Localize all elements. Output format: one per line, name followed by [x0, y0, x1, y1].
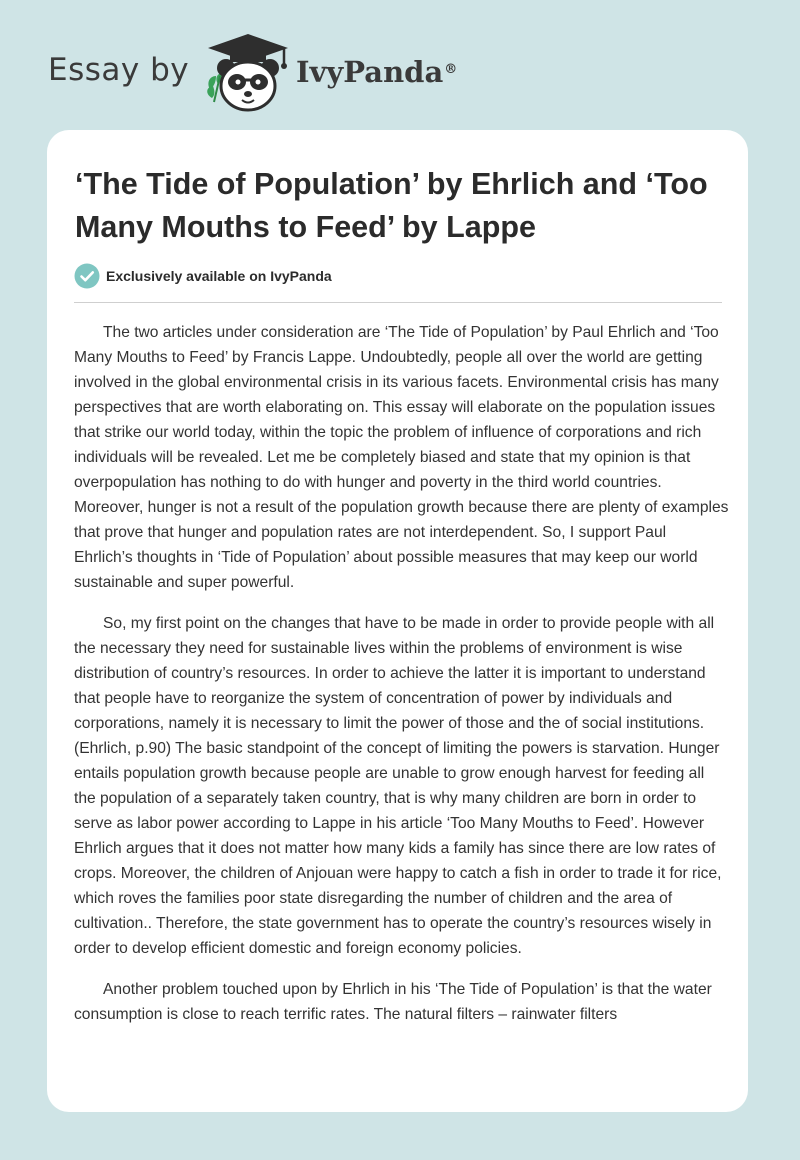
panda-graduate-icon[interactable] [200, 32, 296, 112]
trademark-symbol: ® [444, 62, 458, 77]
site-header [0, 0, 800, 130]
essay-paragraph: Another problem touched upon by Ehrlich in his ‘The Tide of Population’ is that the water consumption is close to reach terrific rates. The natural filters – rainwater filters [74, 981, 712, 1023]
exclusive-badge-text: Exclusively available on IvyPanda [106, 268, 332, 284]
brand-text: IvyPanda [296, 55, 444, 89]
brand-name[interactable] [296, 52, 457, 92]
essay-by-label: Essay by [48, 52, 190, 88]
essay-paragraph: So, my first point on the changes that have to be made in order to provide people with all the necessary they need for sustainable lives within the problems of environment is wise distribution of country’s resources. In order to achieve the latter it is important to understand that people have to reorganize the system of concentration of power by individuals and corporations, namely it is necessary to limit the power of those and the of social institutions. (Ehrlich, p.90) The basic standpoint of the concept of limiting the powers is starvation. Hunger entails population growth because people are unable to grow enough harvest for feeding all the population of a separately taken country, that is why many children are born in order to serve as labor power according to Lappe in his article ‘Too Many Mouths to Feed’. However Ehrlich argues that it does not matter how many kids a family has since there are low rates of crops. Moreover, the children of Anjouan were happy to catch a fish in order to trade it for rice, which roves the families poor state disregarding the number of children and the area of cultivation.. Therefore, the state government has to operate the country’s resources wisely in order to develop efficient domestic and foreign economy policies. [74, 615, 722, 957]
title-divider [74, 302, 722, 303]
essay-body [74, 320, 729, 1043]
essay-card [47, 130, 748, 1112]
check-circle-icon [74, 263, 100, 289]
essay-paragraph: The two articles under consideration are ‘The Tide of Population’ by Paul Ehrlich and ‘Too Many Mouths to Feed’ by Francis Lappe. Undoubtedly, people all over the world are getting involved in the global environmental crisis in its various facets. Environmental crisis has many perspectives that are worth elaborating on. This essay will elaborate on the population issues that strike our world today, within the topic the problem of influence of corporations and rich individuals will be revealed. Let me be completely biased and state that my opinion is that overpopulation has nothing to do with hunger and poverty in the third world countries. Moreover, hunger is not a result of the population growth because there are plenty of examples that prove that hunger and population rates are not interdependent. So, I support Paul Ehrlich’s thoughts in ‘Tide of Population’ about possible measures that may keep our world sustainable and super powerful. [74, 324, 729, 591]
essay-title: ‘The Tide of Population’ by Ehrlich and ‘Too Many Mouths to Feed’ by Lappe [75, 167, 708, 244]
exclusive-badge [74, 263, 332, 289]
